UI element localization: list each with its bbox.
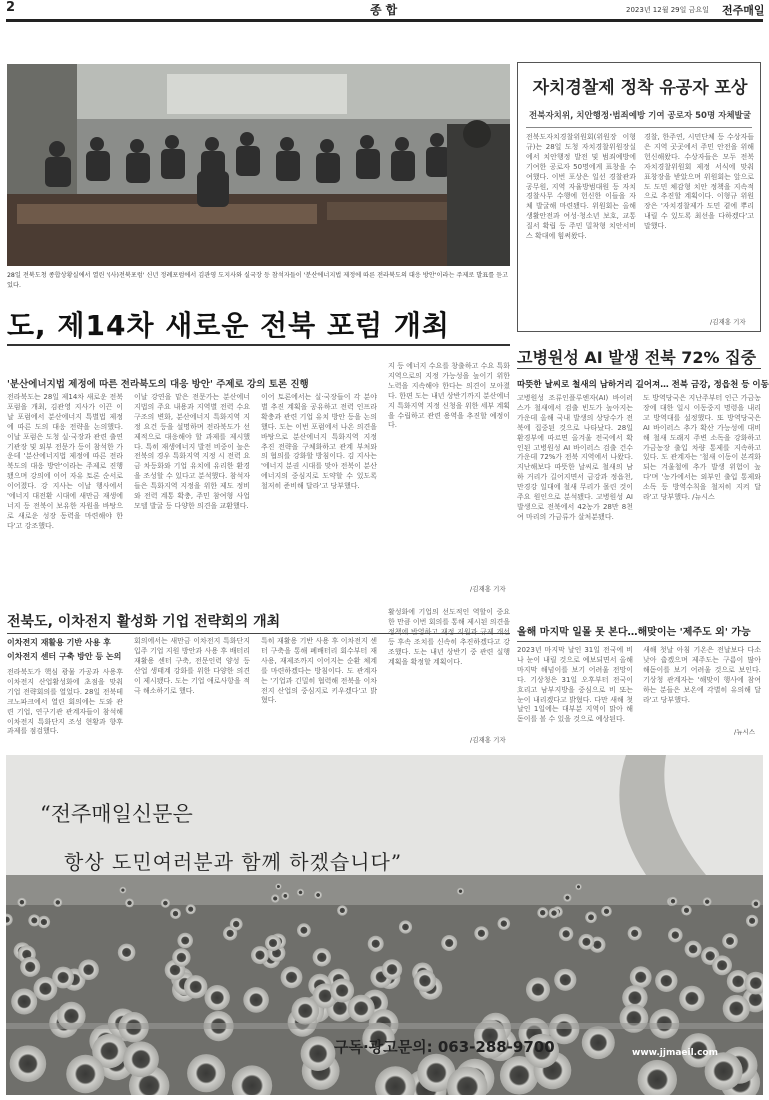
sunflower	[52, 967, 74, 989]
police-award-text-1: 전북도자치경찰위원회(위원장 이형규)는 28일 도청 자치경찰위원장실에서 치안행정 발전 및 범죄예방에 기여한 공로자 50명에게 표창을 수여했다. 이번 포상은 일선 경찰관과 공무원, 지역 자율방범대원 등 자치경찰사무 수행에 헌신한 이들을 자체 발굴해 마련됐다. 위원회는 올해 생활안전과 여성·청소년 보호, 교통질서 확립 등 주민 밀착형 치안서비스 확대에 힘써왔다.	[526, 133, 636, 241]
ad-slogan-line-2: 항상 도민여러분과 함께 하겠습니다”	[64, 850, 403, 874]
sunflower	[251, 946, 269, 964]
sunflower	[554, 969, 576, 991]
sunflower	[125, 898, 134, 907]
main-article-credit: /김재홍 기자	[470, 585, 506, 593]
sunflower	[582, 1026, 615, 1059]
sunflower	[184, 975, 207, 998]
battery-headline: 전북도, 이차전지 활성화 기업 전략회의 개최	[7, 614, 281, 630]
ad-slogan-line-1: “전주매일신문은	[40, 802, 193, 826]
sunflower	[275, 883, 281, 889]
sunflower	[177, 933, 193, 949]
sunflower	[723, 995, 750, 1022]
sunflower	[265, 935, 281, 951]
sunflower	[161, 899, 170, 908]
newspaper-name: 전주매일	[722, 4, 765, 17]
sunflower	[187, 1054, 225, 1092]
section-label: 종합	[370, 3, 402, 17]
police-award-subhead: 전북자치위, 치안행정·범죄예방 기여 공로자 50명 자체발굴	[529, 111, 751, 121]
sunset-headline: 올해 마지막 일몰 못 본다…해맞이는 '제주도 외' 가능	[517, 627, 751, 638]
sunflower	[368, 936, 384, 952]
ai-subhead: 따뜻한 날씨로 철새의 남하거리 길어져… 전북 금강, 정읍천 등 이동	[517, 380, 769, 390]
ai-article-col-1	[517, 394, 633, 606]
sunflower	[292, 997, 320, 1025]
forum-photo	[7, 64, 510, 266]
sunset-article-col-2	[643, 646, 761, 728]
sunflower	[549, 908, 560, 919]
sunflower	[271, 894, 279, 902]
sunflower	[457, 888, 464, 895]
police-award-rule	[526, 127, 752, 128]
photo-caption: 28일 전북도청 종합상황실에서 열린 '(사)전북포럼' 신년 정례포럼에서 김관영 도지사와 실국장 등 참석자들이 '분산에너지법 제정에 따른 전라북도의 대응 방안'이라는 주제로 발표를 듣고 있다.	[7, 272, 509, 289]
sunflower	[746, 915, 758, 927]
sunflower	[170, 908, 181, 919]
sunflower	[414, 970, 436, 992]
main-article-text-2: 이날 강연을 맡은 전문가는 분산에너지법의 주요 내용과 지역별 전력 수요 구조의 변화, 분산에너지 특화지역 지정 요건 등을 설명하며 전라북도가 선제적으로 대응해야 할 과제를 제시했다. 특히 재생에너지 발전 비중이 높은 전북의 경우 특화지역 지정 시 전력 요금 차등화와 기업 유치에 유리한 환경을 조성할 수 있다고 분석했다. 참석자들은 특화지역 지정을 위한 제도 정비와 전력 계통 확충, 주민 참여형 사업 모델 발굴 등 다양한 의견을 교환했다.	[134, 393, 250, 510]
sunflower	[337, 905, 347, 915]
battery-article-col-1	[7, 668, 123, 750]
main-article-col-1	[7, 393, 123, 593]
sunset-article-text-2: 새해 첫날 아침 기온은 전날보다 다소 낮아 춥겠으며 제주도는 구름이 많아 해돋이를 보기 어려울 것으로 보인다. 기상청 관계자는 '해맞이 행사에 참여하는 분들은 보온에 각별히 유의해 달라'고 당부했다.	[643, 646, 761, 704]
sunset-article-col-1	[517, 646, 633, 736]
main-article-text-4: 지 등 에너지 수요를 창출하고 수요 특화 지역으로의 지정 가능성을 높이기 위한 노력을 지속해야 한다는 의견이 모아졌다. 한편 도는 내년 상반기까지 분산에너지 특화지역 지정 신청을 위한 세부 계획을 수립하고 관련 용역을 추진할 예정이다.	[388, 362, 510, 430]
sunflower	[669, 897, 678, 906]
issue-date: 2023년 12월 29일 금요일	[626, 6, 709, 14]
sunflower	[172, 948, 190, 966]
sunflower	[630, 966, 652, 988]
ad-contact: 구독·광고문의: 063-288-9700	[334, 1038, 555, 1056]
sunflower	[474, 926, 488, 940]
battery-subhead-2: 이차전지 센터 구축 방안 등 논의	[7, 652, 122, 661]
battery-article-credit: /김재홍 기자	[470, 736, 506, 744]
sunflower	[722, 933, 738, 949]
sunflower	[11, 989, 37, 1015]
battery-subhead-1: 이차전지 재활용 기반 사용 후	[7, 638, 111, 647]
sunflower	[751, 899, 760, 908]
sunflower	[668, 928, 683, 943]
ai-article-text-2: 도 방역당국은 지난주부터 인근 가금농장에 대한 일시 이동중지 명령을 내리고 방역대를 설정했다. 또 방역당국은 AI 바이러스 추가 확산 가능성에 대비해 철새 도래지 주변 소독을 강화하고 가금농장 출입 차량 통제를 지속하고 있다. 도 관계자는 '철새 이동이 본격화되는 겨울철에 추가 발생 위험이 높다'며 '농가에서는 외부인 출입 통제와 소독 등 방역수칙을 철저히 지켜 달라'고 당부했다. /뉴시스	[643, 394, 761, 502]
sunflower	[297, 889, 304, 896]
sunflower	[526, 978, 550, 1002]
battery-article-text-4: 활성화에 기업의 선도적인 역할이 중요한 만큼 이번 회의를 통해 제시된 의견을 정책에 반영하고 재정 지원과 규제 개선 등 후속 조치를 신속히 추진하겠다고 강조했다. 도는 내년 상반기 중 관련 실행 계획을 확정할 계획이다.	[388, 608, 510, 666]
page-number: 2	[6, 0, 16, 15]
main-subhead: '분산에너지법 제정에 따른 전라북도의 대응 방안' 주제로 강의 토론 진행	[7, 379, 309, 390]
sunflower	[123, 1041, 159, 1077]
battery-article-col-2	[134, 637, 250, 749]
battery-article-text-1: 전라북도가 핵심 광물 가공과 사용후 이차전지 산업활성화에 초점을 맞춰 기업 전략회의를 열었다. 28일 전북테크노파크에서 열린 회의에는 도와 관련 기업, 연구기관 관계자들이 참석해 이차전지 특화단지 조성 현황과 향후 과제를 점검했다.	[7, 668, 123, 736]
ai-headline: 고병원성 AI 발생 전북 72% 집중	[517, 348, 757, 367]
battery-article-col-3	[261, 637, 377, 749]
sunflower	[20, 957, 40, 977]
main-headline-rule	[7, 344, 510, 346]
police-award-box	[517, 62, 761, 332]
ai-headline-rule	[517, 368, 761, 369]
sunflower	[10, 1045, 47, 1082]
header-rule	[6, 19, 763, 22]
sunflower	[579, 934, 595, 950]
sunflower	[575, 884, 581, 890]
sunflower	[498, 917, 511, 930]
sunflower	[585, 912, 597, 924]
sunflower	[230, 918, 243, 931]
sunflower	[537, 907, 548, 918]
battery-article-text-2: 회의에서는 새만금 이차전지 특화단지 입주 기업 지원 방안과 사용 후 배터리 재활용 센터 구축, 전문인력 양성 등 산업 생태계 강화를 위한 다양한 의견이 제시됐다. 도는 기업 애로사항을 적극 해소하기로 했다.	[134, 637, 250, 695]
sunflower	[186, 904, 196, 914]
sunflower	[628, 926, 642, 940]
sunflower	[399, 920, 412, 933]
sunflower	[441, 935, 457, 951]
sunflower	[313, 948, 331, 966]
sunflower	[28, 914, 40, 926]
sunflower	[685, 941, 702, 958]
ai-article-col-2	[643, 394, 761, 606]
sunflower	[559, 927, 573, 941]
main-article-col-2	[134, 393, 250, 593]
sunflower	[712, 955, 732, 975]
police-award-col-2	[644, 133, 754, 315]
battery-article-text-3: 특히 재활용 기반 사용 후 이차전지 센터 구축을 통해 폐배터리 회수부터 재사용, 재제조까지 이어지는 순환 체계를 마련하겠다는 방침이다. 도 관계자는 '기업과 긴밀히 협력해 전북을 이차전지 산업의 중심지로 키우겠다'고 밝혔다.	[261, 637, 377, 705]
forum-photo-graphic	[7, 64, 510, 266]
sunflower	[78, 959, 99, 980]
ad-website-link[interactable]: www.jjmaeil.com	[632, 1048, 718, 1058]
sunflower	[382, 959, 402, 979]
sunflower	[301, 1036, 336, 1071]
sunflower	[563, 894, 571, 902]
sunflower	[681, 905, 691, 915]
main-headline: 도, 제14차 새로운 전북 포럼 개최	[7, 309, 450, 342]
sunset-headline-rule	[517, 641, 761, 642]
sunflower	[118, 944, 136, 962]
sunflower	[703, 897, 712, 906]
sunset-article-text-1: 2023년 마지막 날인 31일 전국에 비나 눈이 내릴 것으로 예보되면서 올해 마지막 해넘이를 보기 어려울 전망이다. 기상청은 31일 오후부터 전국이 흐리고 남부지방을 중심으로 비 또는 눈이 내리겠다고 밝혔다. 다만 새해 첫날인 1일에는 대부분 지역이 맑아 해돋이를 볼 수 있을 것으로 예상된다.	[517, 646, 633, 724]
sunflower	[281, 892, 289, 900]
sunflower	[297, 923, 311, 937]
main-article-text-3: 이어 토론에서는 실·국장들이 각 분야별 추진 계획을 공유하고 전력 인프라 확충과 관련 기업 유치 방안 등을 논의했다. 도는 이번 포럼에서 나온 의견을 바탕으로 분산에너지 특화지역 지정 추진 전략을 구체화하고 관계 부처와의 협의를 강화할 방침이다. 김 지사는 '에너지 분권 시대를 맞아 전북이 분산에너지의 중심지로 도약할 수 있도록 철저히 준비해 달라'고 당부했다.	[261, 393, 377, 491]
sunflower	[120, 887, 127, 894]
sunset-article-credit: /뉴시스	[734, 728, 756, 736]
main-article-col-4	[388, 362, 510, 582]
main-article-text-1: 전라북도는 28일 제14차 새로운 전북 포럼을 개최, 김관영 지사가 이끈 이 날 포럼에서 분산에너지 특별법 제정에 따른 도의 대응 전략을 논의했다. 이날 포럼은 도청 실·국장과 관련 출연기관장 및 외부 전문가 등이 참석한 가운데 '분산에너지법 제정에 따른 전라북도의 대응 방안'이라는 주제로 진행됐으며 강의에 이어 자유 토론 순서로 이어졌다. 강 지사는 이날 행사에서 '에너지 대전환 시대에 새만금 재생에너지 등 전북이 보유한 자원을 바탕으로 새로운 성장 동력을 마련해야 한다'고 강조했다.	[7, 393, 123, 530]
sunflower	[655, 970, 677, 992]
sunflower	[679, 986, 704, 1011]
sunflower	[601, 906, 612, 917]
sunflower	[17, 898, 26, 907]
sunflower	[330, 979, 354, 1003]
sunflower	[53, 898, 62, 907]
sunflower	[243, 987, 269, 1013]
sunflower	[205, 985, 230, 1010]
ai-article-text-1: 고병원성 조류인플루엔자(AI) 바이러스가 철새에서 검출 빈도가 높아지는 가운데 올해 국내 발생의 상당수가 전북에 집중된 것으로 나타났다. 28일 환경부에 따르면 올겨울 전국에서 확인된 고병원성 AI 바이러스 검출 건수 가운데 72%가 전북 지역에서 나왔다. 지난해보다 따뜻한 날씨로 철새의 남하 거리가 길어지면서 금강과 정읍천, 만경강 일대에 철새 무리가 몰린 것이 주요 원인으로 분석됐다. 고병원성 AI 발생으로 전북에서 42농가 28만 8천여 마리의 가금류가 살처분됐다.	[517, 394, 633, 521]
police-award-text-2: 경찰, 한주연, 시민단체 등 수상자들은 지역 곳곳에서 주민 안전을 위해 헌신해왔다. 수상자들은 모두 전북자치경찰위원회 제정 서식에 맞춰 표창장을 받았으며 위원회는 앞으로도 도민 체감형 치안 정책을 지속적으로 추진할 계획이다. 이형규 위원장은 '자치경찰제가 도민 곁에 뿌리내릴 수 있도록 최선을 다하겠다'고 말했다.	[644, 133, 754, 231]
main-article-col-3	[261, 393, 377, 593]
battery-article-col-4	[388, 608, 510, 730]
sunflower	[66, 1055, 104, 1093]
police-award-col-1	[526, 133, 636, 323]
police-award-credit: /김재홍 기자	[710, 318, 746, 326]
sunflower	[281, 966, 303, 988]
police-award-headline: 자치경찰제 정착 유공자 포상	[532, 78, 748, 98]
sunflower	[314, 891, 322, 899]
